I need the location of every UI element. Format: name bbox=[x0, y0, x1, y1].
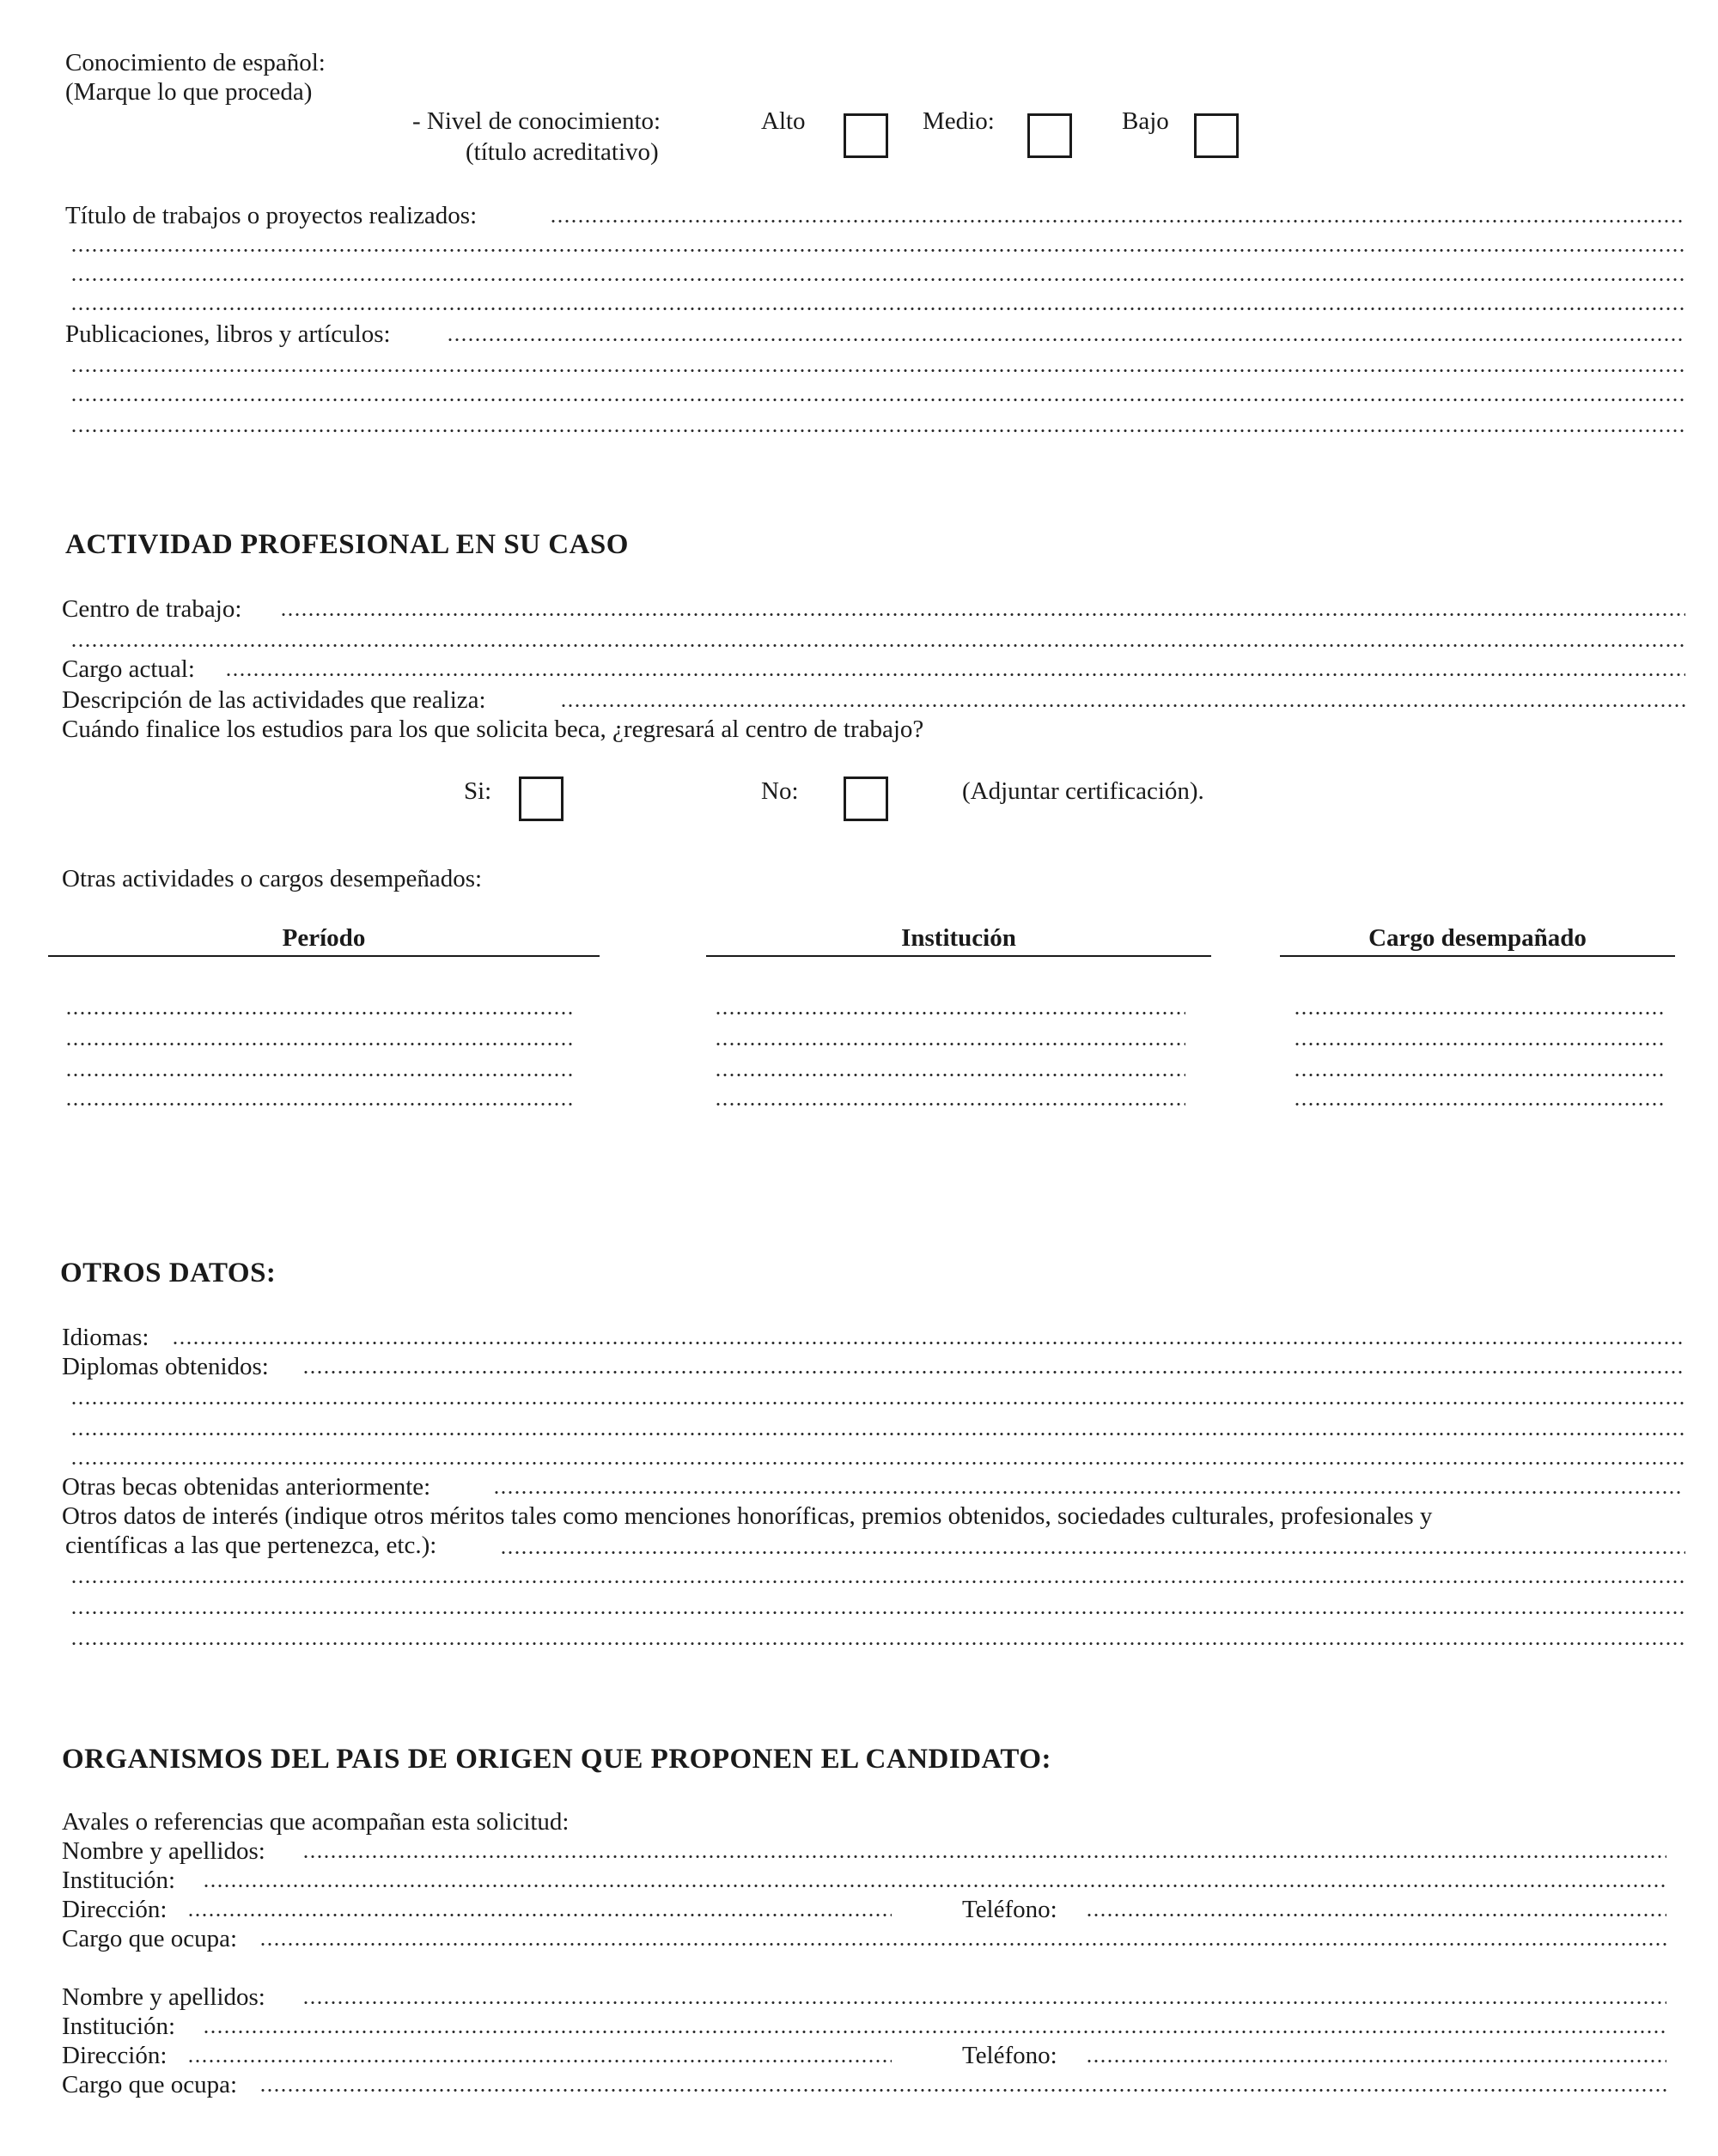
publicaciones-field-line[interactable] bbox=[70, 399, 1685, 401]
descripcion-field[interactable] bbox=[560, 704, 1685, 707]
ref2-cargo-field[interactable] bbox=[259, 2089, 1666, 2092]
descripcion-label: Descripción de las actividades que realiza: bbox=[62, 686, 486, 714]
ref1-direccion-field[interactable] bbox=[187, 1914, 892, 1916]
trabajos-field-line[interactable] bbox=[70, 308, 1685, 310]
ref2-direccion-label: Dirección: bbox=[62, 2042, 168, 2069]
institucion-row[interactable] bbox=[715, 1043, 1185, 1045]
publicaciones-field-line[interactable] bbox=[70, 369, 1685, 372]
cargo-row[interactable] bbox=[1294, 1043, 1663, 1045]
otros-datos-heading: OTROS DATOS: bbox=[60, 1258, 277, 1288]
institucion-row[interactable] bbox=[715, 1012, 1185, 1014]
interes-field-line[interactable] bbox=[70, 1611, 1684, 1614]
becas-field[interactable] bbox=[493, 1491, 1684, 1494]
institucion-row[interactable] bbox=[715, 1103, 1185, 1105]
trabajos-field-line[interactable] bbox=[70, 249, 1685, 252]
actividad-heading: ACTIVIDAD PROFESIONAL EN SU CASO bbox=[65, 529, 629, 560]
espanol-label: Conocimiento de español: bbox=[65, 49, 326, 76]
alto-checkbox[interactable] bbox=[844, 113, 888, 158]
avales-label: Avales o referencias que acompañan esta solicitud: bbox=[62, 1808, 570, 1836]
ref2-telefono-field[interactable] bbox=[1086, 2060, 1666, 2062]
interes-field-line[interactable] bbox=[70, 1580, 1684, 1583]
trabajos-label: Título de trabajos o proyectos realizados: bbox=[65, 202, 478, 229]
cargo-actual-field[interactable] bbox=[225, 673, 1685, 676]
ref2-direccion-field[interactable] bbox=[187, 2060, 892, 2062]
ref2-institucion-field[interactable] bbox=[203, 2031, 1666, 2033]
regreso-question: Cuándo finalice los estudios para los que solicita beca, ¿regresará al centro de trabajo? bbox=[62, 716, 924, 743]
interes-label-line2: científicas a las que pertenezca, etc.): bbox=[65, 1532, 437, 1559]
cargo-actual-label: Cargo actual: bbox=[62, 655, 195, 683]
col-periodo-rule bbox=[48, 955, 600, 957]
publicaciones-field-line[interactable] bbox=[70, 429, 1685, 432]
ref2-nombre-label: Nombre y apellidos: bbox=[62, 1983, 265, 2011]
nivel-label: - Nivel de conocimiento: bbox=[412, 107, 661, 135]
diplomas-label: Diplomas obtenidos: bbox=[62, 1353, 269, 1380]
alto-label: Alto bbox=[761, 107, 806, 135]
ref2-cargo-label: Cargo que ocupa: bbox=[62, 2071, 238, 2098]
no-checkbox[interactable] bbox=[844, 777, 888, 821]
ref2-telefono-label: Teléfono: bbox=[962, 2042, 1057, 2069]
ref1-telefono-label: Teléfono: bbox=[962, 1896, 1057, 1923]
si-checkbox[interactable] bbox=[519, 777, 564, 821]
ref1-institucion-label: Institución: bbox=[62, 1867, 176, 1894]
col-institucion-rule bbox=[706, 955, 1211, 957]
trabajos-field-line[interactable] bbox=[70, 278, 1685, 281]
ref1-cargo-label: Cargo que ocupa: bbox=[62, 1925, 238, 1952]
ref1-nombre-field[interactable] bbox=[302, 1855, 1666, 1858]
periodo-row[interactable] bbox=[65, 1043, 574, 1045]
cargo-row[interactable] bbox=[1294, 1103, 1663, 1105]
periodo-row[interactable] bbox=[65, 1103, 574, 1105]
medio-label: Medio: bbox=[923, 107, 995, 135]
cargo-row[interactable] bbox=[1294, 1074, 1663, 1076]
adjuntar-note: (Adjuntar certificación). bbox=[962, 777, 1204, 805]
idiomas-field[interactable] bbox=[172, 1342, 1684, 1344]
otras-actividades-label: Otras actividades o cargos desempeñados: bbox=[62, 865, 483, 892]
col-cargo-header: Cargo desempañado bbox=[1368, 924, 1587, 952]
col-cargo-rule bbox=[1280, 955, 1675, 957]
no-label: No: bbox=[761, 777, 799, 805]
diplomas-field-line[interactable] bbox=[70, 1402, 1684, 1404]
ref1-institucion-field[interactable] bbox=[203, 1885, 1666, 1887]
ref2-nombre-field[interactable] bbox=[302, 2001, 1666, 2004]
centro-field-line[interactable] bbox=[70, 644, 1685, 647]
ref1-cargo-field[interactable] bbox=[259, 1943, 1666, 1946]
becas-label: Otras becas obtenidas anteriormente: bbox=[62, 1473, 431, 1501]
ref2-institucion-label: Institución: bbox=[62, 2013, 176, 2040]
col-institucion-header: Institución bbox=[901, 924, 1016, 952]
diplomas-field-line[interactable] bbox=[70, 1462, 1684, 1465]
espanol-sublabel: (Marque lo que proceda) bbox=[65, 78, 313, 106]
periodo-row[interactable] bbox=[65, 1012, 574, 1014]
nivel-sublabel: (título acreditativo) bbox=[466, 138, 659, 166]
idiomas-label: Idiomas: bbox=[62, 1324, 149, 1351]
organismos-heading: ORGANISMOS DEL PAIS DE ORIGEN QUE PROPONEN EL CANDIDATO: bbox=[62, 1744, 1051, 1775]
ref1-telefono-field[interactable] bbox=[1086, 1914, 1666, 1916]
col-periodo-header: Período bbox=[282, 924, 366, 952]
cargo-row[interactable] bbox=[1294, 1012, 1663, 1014]
publicaciones-label: Publicaciones, libros y artículos: bbox=[65, 320, 391, 348]
interes-label-line1: Otros datos de interés (indique otros méritos tales como menciones honoríficas, premios obtenidos, sociedades culturales, profesionales y bbox=[62, 1502, 1433, 1530]
trabajos-field[interactable] bbox=[550, 220, 1685, 222]
institucion-row[interactable] bbox=[715, 1074, 1185, 1076]
bajo-label: Bajo bbox=[1122, 107, 1169, 135]
interes-field-line[interactable] bbox=[70, 1642, 1684, 1645]
publicaciones-field[interactable] bbox=[447, 338, 1685, 341]
periodo-row[interactable] bbox=[65, 1074, 574, 1076]
interes-field[interactable] bbox=[500, 1551, 1685, 1554]
centro-label: Centro de trabajo: bbox=[62, 595, 242, 623]
diplomas-field[interactable] bbox=[302, 1371, 1684, 1373]
ref1-direccion-label: Dirección: bbox=[62, 1896, 168, 1923]
ref1-nombre-label: Nombre y apellidos: bbox=[62, 1837, 265, 1865]
bajo-checkbox[interactable] bbox=[1194, 113, 1239, 158]
si-label: Si: bbox=[464, 777, 492, 805]
medio-checkbox[interactable] bbox=[1027, 113, 1072, 158]
diplomas-field-line[interactable] bbox=[70, 1433, 1684, 1435]
centro-field[interactable] bbox=[280, 613, 1685, 616]
